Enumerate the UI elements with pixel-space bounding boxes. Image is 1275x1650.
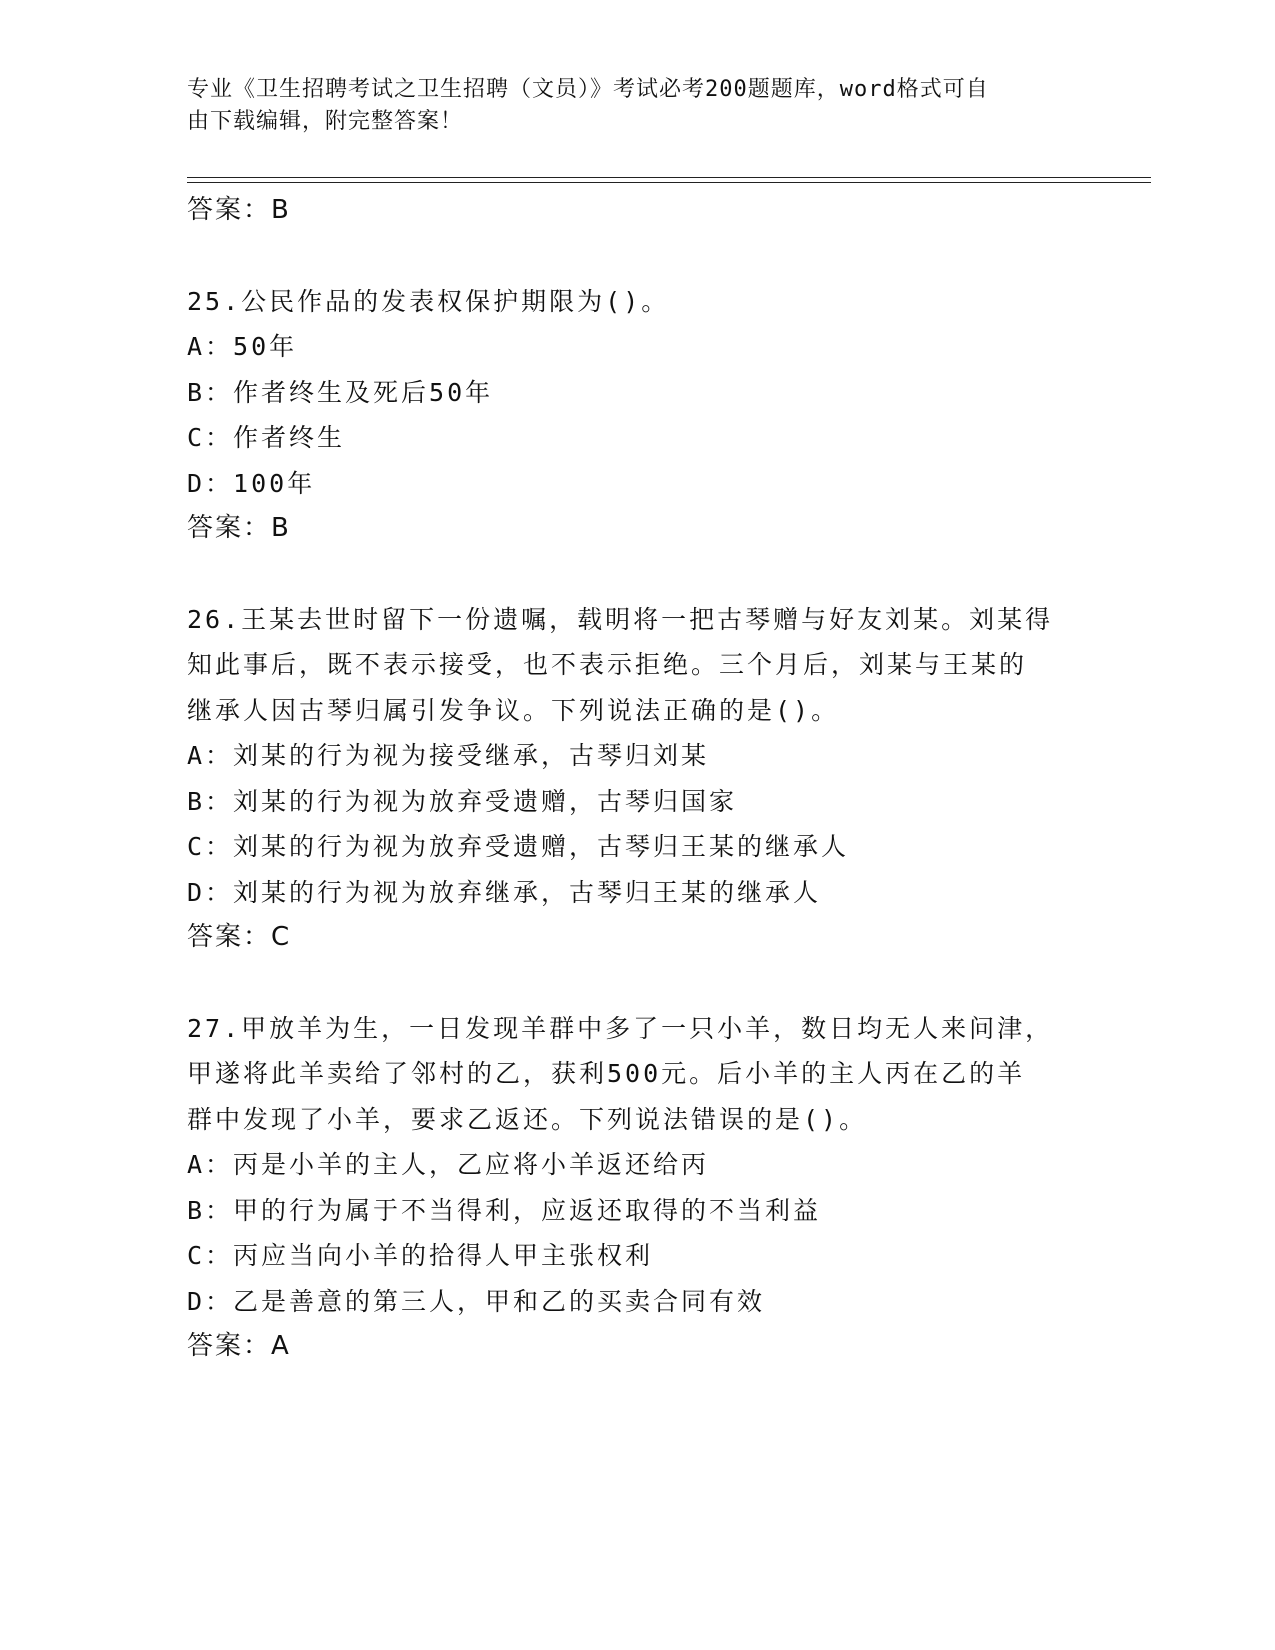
question-stem-line: 26.王某去世时留下一份遗嘱，载明将一把古琴赠与好友刘某。刘某得 [187, 604, 1054, 634]
document-header [187, 74, 1067, 138]
previous-answer: 答案：B [187, 195, 291, 225]
option-d: D：刘某的行为视为放弃继承，古琴归王某的继承人 [187, 877, 822, 907]
question-27 [187, 1006, 1087, 1370]
header-divider-top [187, 177, 1151, 178]
question-stem-line: 知此事后，既不表示接受，也不表示拒绝。三个月后，刘某与王某的 [187, 650, 1028, 679]
option-a: A：刘某的行为视为接受继承，古琴归刘某 [187, 741, 710, 770]
spacer [187, 552, 1087, 597]
question-26 [187, 597, 1087, 961]
answer-line: 答案：C [187, 922, 292, 952]
option-b: B：甲的行为属于不当得利，应返还取得的不当利益 [187, 1195, 822, 1225]
option-b: B：刘某的行为视为放弃受遗赠，古琴归国家 [187, 786, 738, 816]
question-stem-line: 甲遂将此羊卖给了邻村的乙，获利500元。后小羊的主人丙在乙的羊 [187, 1059, 1026, 1088]
option-a: A：50年 [187, 332, 298, 361]
question-stem-line: 群中发现了小羊，要求乙返还。下列说法错误的是()。 [187, 1104, 868, 1134]
answer-line: 答案：B [187, 513, 291, 543]
option-a: A：丙是小羊的主人，乙应将小羊返还给丙 [187, 1150, 710, 1179]
answer-line: 答案：A [187, 1331, 291, 1361]
option-d: D：乙是善意的第三人，甲和乙的买卖合同有效 [187, 1286, 766, 1316]
option-b: B：作者终生及死后50年 [187, 377, 494, 407]
question-stem-line: 继承人因古琴归属引发争议。下列说法正确的是()。 [187, 695, 840, 725]
spacer [187, 234, 1087, 279]
question-stem-line: 27.甲放羊为生，一日发现羊群中多了一只小羊，数日均无人来问津， [187, 1013, 1054, 1043]
option-c: C：刘某的行为视为放弃受遗赠，古琴归王某的继承人 [187, 832, 850, 861]
header-line-2: 由下载编辑，附完整答案！ [187, 109, 464, 134]
header-divider-bottom [187, 182, 1151, 183]
option-d: D：100年 [187, 468, 316, 498]
question-25 [187, 279, 1087, 552]
question-list [187, 188, 1087, 1370]
option-c: C：作者终生 [187, 423, 346, 452]
header-line-1: 专业《卫生招聘考试之卫生招聘（文员）》考试必考200题题库，word格式可自 [187, 77, 989, 102]
option-c: C：丙应当向小羊的拾得人甲主张权利 [187, 1241, 654, 1270]
spacer [187, 961, 1087, 1006]
question-stem-line: 25.公民作品的发表权保护期限为()。 [187, 286, 670, 316]
